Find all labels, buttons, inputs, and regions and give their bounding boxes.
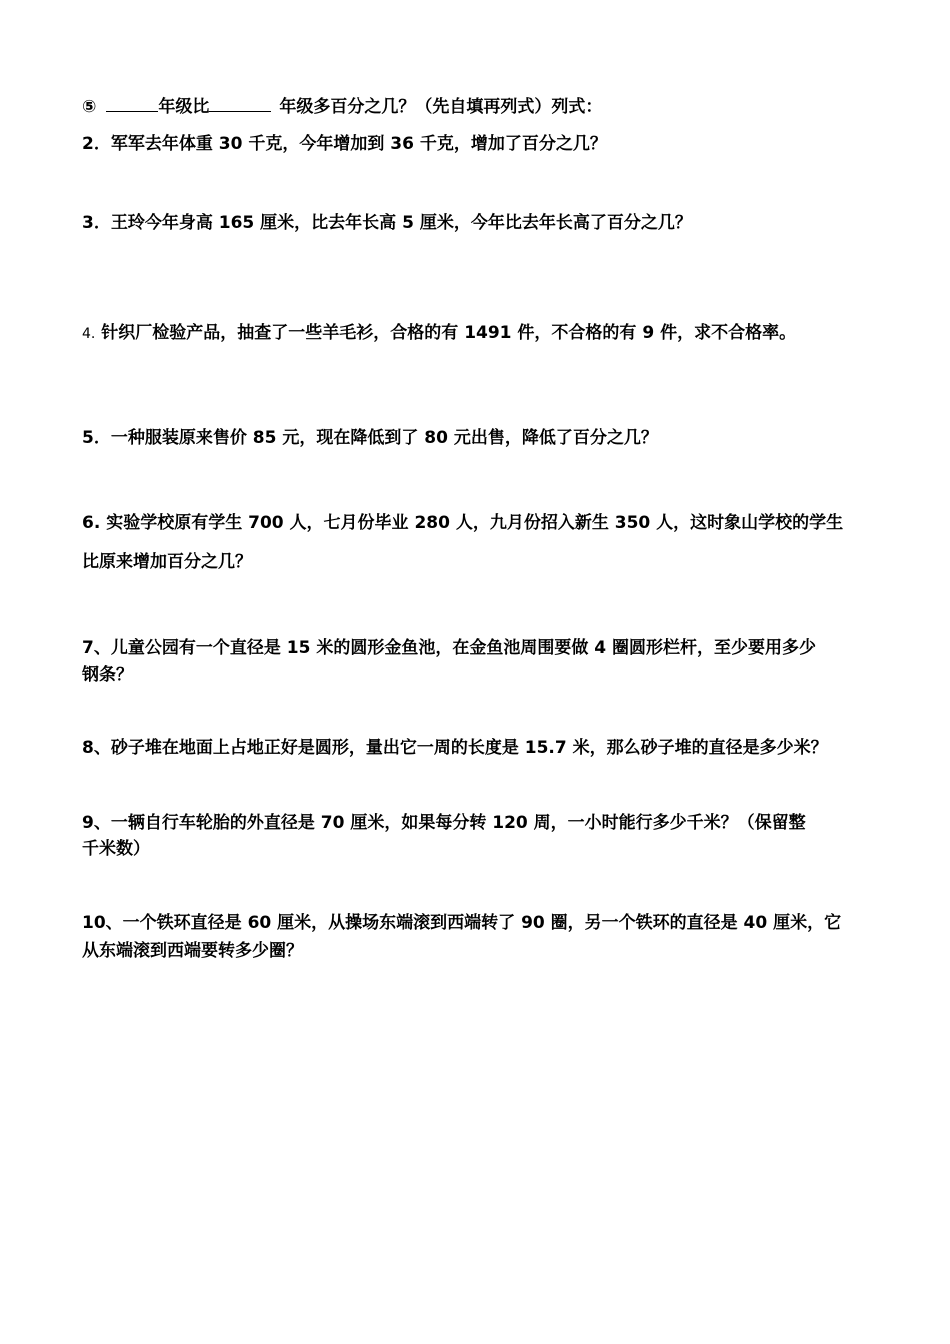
question-3: 3．王玲今年身高 165 厘米，比去年长高 5 厘米，今年比去年长高了百分之几？ [82,213,692,233]
fill-blank-grade-2[interactable] [209,95,271,112]
question-9-line-1: 9、一辆自行车轮胎的外直径是 70 厘米，如果每分转 120 周，一小时能行多少千米？（保留整 [82,813,806,833]
question-2: 2．军军去年体重 30 千克，今年增加到 36 千克，增加了百分之几？ [82,134,607,154]
question-text-part-b: 年级多百分之几？（先自填再列式）列式： [279,97,603,117]
question-text-part-a: 年级比 [158,97,210,117]
question-9-line-2: 千米数） [82,839,150,859]
question-4 [82,322,796,345]
question-8: 8、砂子堆在地面上占地正好是圆形，量出它一周的长度是 15.7 米，那么砂子堆的直径是多少米？ [82,738,828,758]
question-7-line-2: 钢条？ [82,665,133,685]
question-7-line-1: 7、儿童公园有一个直径是 15 米的圆形金鱼池，在金鱼池周围要做 4 圈圆形栏杆，至少要用多少 [82,638,816,658]
question-6-line-2: 比原来增加百分之几？ [82,552,252,572]
question-10-line-1: 10、一个铁环直径是 60 厘米，从操场东端滚到西端转了 90 圈，另一个铁环的直径是 40 厘米，它 [82,913,842,933]
question-6-line-1: 6. 实验学校原有学生 700 人，七月份毕业 280 人，九月份招入新生 350 人，这时象山学校的学生 [82,513,844,533]
question-1-part-5 [82,95,602,118]
question-4-text: 针织厂检验产品，抽查了一些羊毛衫，合格的有 1491 件，不合格的有 9 件，求不合格率。 [101,323,797,343]
fill-blank-grade-1[interactable] [106,95,158,112]
question-4-number: 4. [82,326,96,342]
question-10-line-2: 从东端滚到西端要转多少圈？ [82,941,303,961]
circled-number-marker: ⑤ [82,97,97,117]
question-5: 5．一种服装原来售价 85 元，现在降低到了 80 元出售，降低了百分之几？ [82,428,658,448]
